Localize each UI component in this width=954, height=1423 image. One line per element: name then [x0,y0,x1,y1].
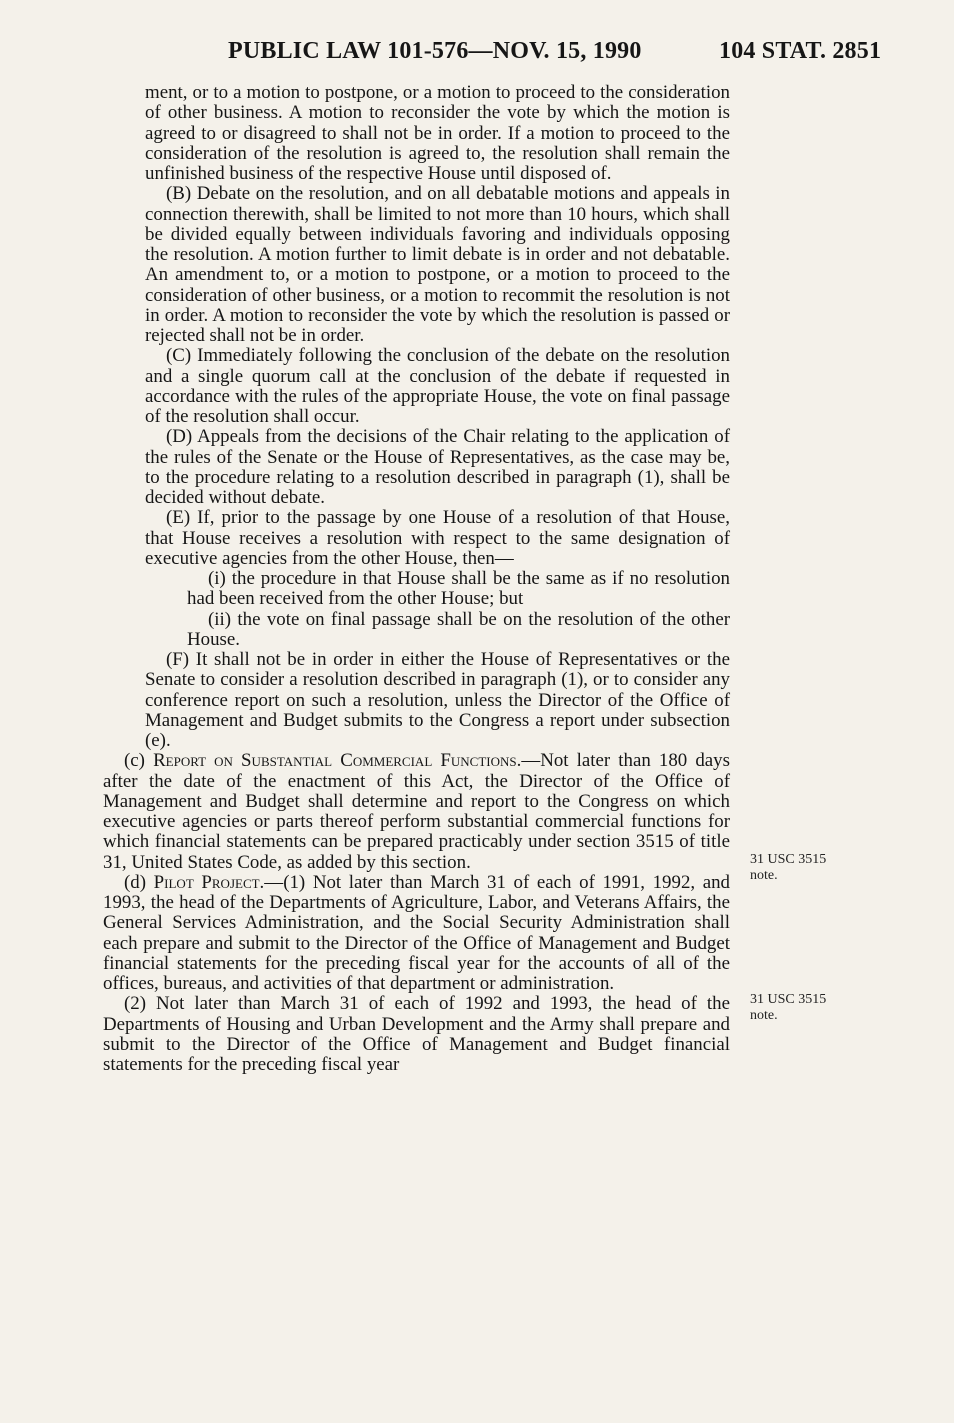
page-header [0,38,954,68]
paragraph-f: (F) It shall not be in order in either the House of Representatives or the Senate to consider a resolution described in paragraph (1), or to consider any conference report on such a resolution, unless the Director of the Office of Management and Budget submits to the Congress a report under subsection (e). [145,649,730,751]
subsection-c-label: (c) [124,750,154,772]
page-title: PUBLIC LAW 101-576—NOV. 15, 1990 [228,38,642,64]
paragraph-b: (B) Debate on the resolution, and on all debatable motions and appeals in connection therewith, shall be limited to not more than 10 hours, which shall be divided equally between individuals favoring and individuals opposing the resolution. A motion further to limit debate is in order and not debatable. An amendment to, or a motion to postpone, or a motion to proceed to the consideration of other business, or a motion to recommit the resolution is not in order. A motion to reconsider the vote by which the resolution is passed or rejected shall not be in order. [145,183,730,346]
margin-note-1-label: note. [750,868,778,883]
subsection-d-heading: Pilot Project. [153,871,265,893]
margin-note-2-label: note. [750,1008,778,1023]
margin-note-1-citation: 31 USC 3515 [750,852,827,867]
subsection-d [103,873,730,995]
subsection-d-text: —(1) Not later than March 31 of each of 1991, 1992, and 1993, the head of the Departments of Agriculture, Labor, and Veterans Affairs, the General Services Administration, and the Social Security Administration shall each prepare and submit to the Director of the Office of Management and Budget financial statements for the preceding fiscal year for the accounts of all of the offices, bureaus, and activities of that department or administration. [103,871,731,994]
subsection-d-paragraph-2: (2) Not later than March 31 of each of 1992 and 1993, the head of the Departments of Housing and Urban Development and the Army shall prepare and submit to the Director of the Office of Management and Budget financial statements for the preceding fiscal year [103,993,730,1075]
paragraph-c: (C) Immediately following the conclusion of the debate on the resolution and a single quorum call at the conclusion of the debate if requested in accordance with the rules of the appropriate House, the vote on final passage of the resolution shall occur. [145,345,730,427]
subsection-c-text: —Not later than 180 days after the date of the enactment of this Act, the Director of the Office of Management and Budget shall determine and report to the Congress on which executive agencies or parts thereof perform substantial commercial functions for which financial statements can be prepared practicably under section 3515 of title 31, United States Code, as added by this section. [103,750,730,873]
margin-note-2 [750,992,826,1024]
subsection-c-heading: Report on Substantial Commercial Functions. [153,750,522,772]
clause-e-ii: (ii) the vote on final passage shall be on the resolution of the other House. [187,608,730,650]
margin-note-2-citation: 31 USC 3515 [750,992,827,1007]
subsection-d-label: (d) [124,871,154,893]
margin-note-1 [750,852,826,884]
continued-paragraph: ment, or to a motion to postpone, or a motion to proceed to the consideration of other business. A motion to reconsider the vote by which the motion is agreed to or disagreed to shall not be in order. If a motion to proceed to the consideration of the resolution is agreed to, the resolution shall remain the unfinished business of the respective House until disposed of. [145,82,730,184]
paragraph-d: (D) Appeals from the decisions of the Chair relating to the application of the rules of the Senate or the House of Representatives, as the case may be, to the procedure relating to a resolution described in paragraph (1), shall be decided without debate. [145,426,730,508]
paragraph-e: (E) If, prior to the passage by one House of a resolution of that House, that House receives a resolution with respect to the same designation of executive agencies from the other House, then— [145,507,730,569]
clause-e-i: (i) the procedure in that House shall be the same as if no resolution had been received from the other House; but [187,568,730,610]
stat-citation: 104 STAT. 2851 [719,38,882,64]
page-body [103,83,730,1075]
subsection-c [103,751,730,873]
